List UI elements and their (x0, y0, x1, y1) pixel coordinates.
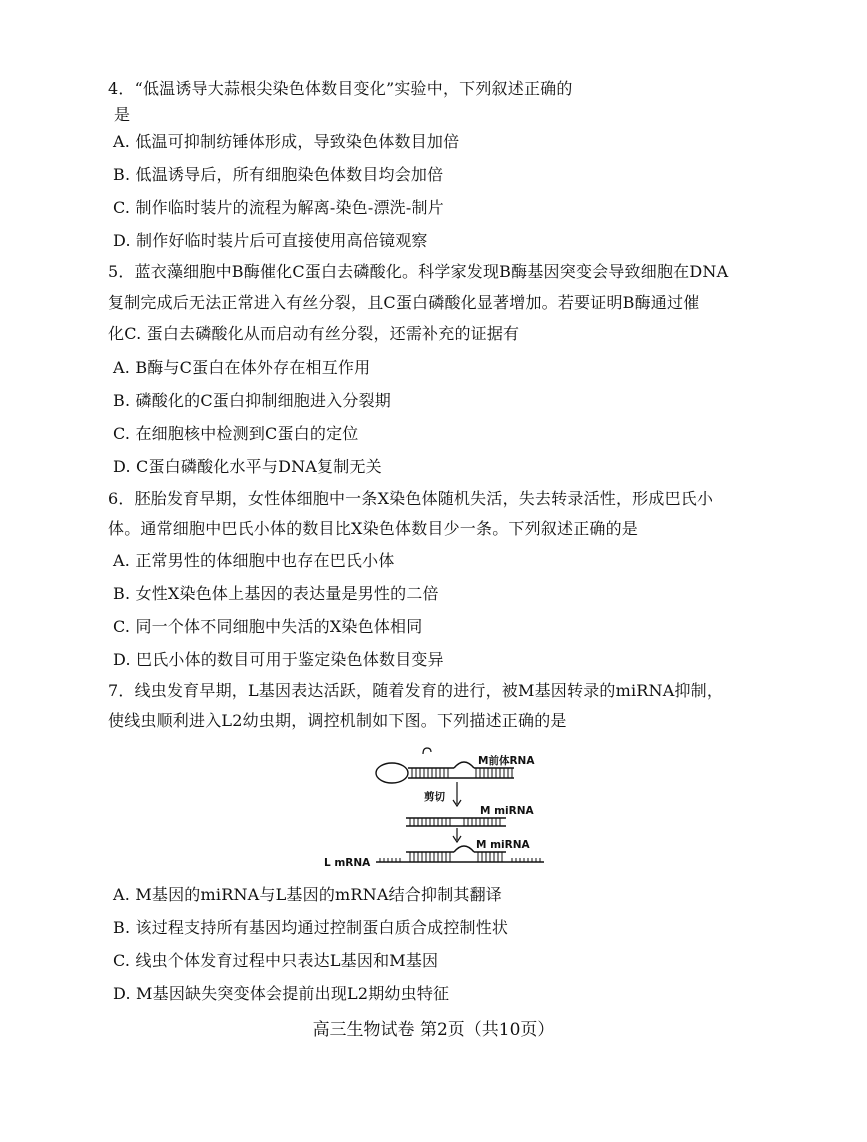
q6-option-a: A. 正常男性的体细胞中也存在巴氏小体 (113, 551, 395, 570)
q6-stem-line-2: 体。通常细胞中巴氏小体的数目比X染色体数目少一条。下列叙述正确的是 (108, 519, 638, 538)
q4-option-a: A. 低温可抑制纺锤体形成，导致染色体数目加倍 (113, 132, 460, 151)
q4-option-d: D. 制作好临时装片后可直接使用高倍镜观察 (113, 231, 428, 250)
q7-option-a: A. M基因的miRNA与L基因的mRNA结合抑制其翻译 (113, 885, 502, 904)
q4-stem-line-1: 4．“低温诱导大蒜根尖染色体数目变化”实验中，下列叙述正确的 (108, 79, 573, 98)
precursor-base-ticks (412, 768, 512, 778)
precursor-small-bulge (454, 762, 474, 768)
curl-mark (423, 748, 431, 754)
q5-option-c: C. 在细胞核中检测到C蛋白的定位 (113, 424, 359, 443)
q5-stem-line-3: 化C. 蛋白去磷酸化从而启动有丝分裂，还需补充的证据有 (108, 324, 520, 343)
precursor-big-loop (376, 763, 408, 783)
q5-option-a: A. B酶与C蛋白在体外存在相互作用 (113, 358, 371, 377)
q7-option-d: D. M基因缺失突变体会提前出现L2期幼虫特征 (113, 984, 450, 1003)
label-l-mrna: L mRNA (324, 857, 371, 869)
q6-stem-line-1: 6．胚胎发育早期，女性体细胞中一条X染色体随机失活，失去转录活性，形成巴氏小 (108, 489, 714, 508)
q7-stem-line-2: 使线虫顺利进入L2幼虫期，调控机制如下图。下列描述正确的是 (108, 711, 567, 730)
q4-option-c: C. 制作临时装片的流程为解离-染色-漂洗-制片 (113, 198, 444, 217)
q6-option-c: C. 同一个体不同细胞中失活的X染色体相同 (113, 617, 423, 636)
q5-option-d: D. C蛋白磷酸化水平与DNA复制无关 (113, 457, 382, 476)
q6-option-d: D. 巴氏小体的数目可用于鉴定染色体数目变异 (113, 650, 444, 669)
mirna-regulation-diagram (320, 740, 560, 876)
label-precursor-rna: M前体RNA (478, 755, 535, 767)
q7-stem-line-1: 7．线虫发育早期，L基因表达活跃，随着发育的进行，被M基因转录的miRNA抑制， (108, 681, 724, 700)
q4-option-b: B. 低温诱导后，所有细胞染色体数目均会加倍 (113, 165, 444, 184)
mirna-base-ticks (410, 818, 500, 826)
q7-option-b: B. 该过程支持所有基因均通过控制蛋白质合成控制性状 (113, 918, 509, 937)
label-mirna-1: M miRNA (480, 805, 534, 817)
q4-stem-line-2: 是 (114, 105, 131, 124)
l-mrna-base-ticks (380, 852, 540, 862)
q5-option-b: B. 磷酸化的C蛋白抑制细胞进入分裂期 (113, 391, 391, 410)
label-cut: 剪切 (424, 791, 445, 803)
q5-stem-line-2: 复制完成后无法正常进入有丝分裂，且C蛋白磷酸化显著增加。若要证明B酶通过催 (108, 293, 700, 312)
q5-stem-line-1: 5．蓝衣藻细胞中B酶催化C蛋白去磷酸化。科学家发现B酶基因突变会导致细胞在DNA (108, 262, 729, 281)
q7-option-c: C. 线虫个体发育过程中只表达L基因和M基因 (113, 951, 439, 970)
page-footer: 高三生物试卷 第2页（共10页） (312, 1020, 555, 1040)
label-mirna-2: M miRNA (476, 839, 530, 851)
q6-option-b: B. 女性X染色体上基因的表达量是男性的二倍 (113, 584, 439, 603)
